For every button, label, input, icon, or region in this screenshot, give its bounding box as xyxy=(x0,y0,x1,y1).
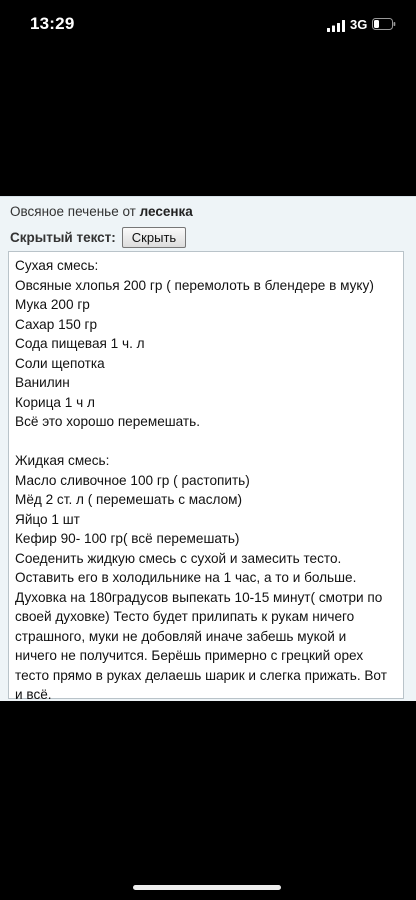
recipe-line: Мёд 2 ст. л ( перемешать с маслом) xyxy=(15,492,243,507)
hide-spoiler-button[interactable]: Скрыть xyxy=(122,227,186,248)
recipe-line: Сода пищевая 1 ч. л xyxy=(15,336,145,351)
recipe-line: Масло сливочное 100 гр ( растопить) xyxy=(15,472,250,488)
recipe-line: Кефир 90- 100 гр( всё перемешать) xyxy=(15,531,240,546)
recipe-line: Соеденить жидкую смесь с сухой и замесить тесто. xyxy=(15,550,342,566)
cellular-signal-icon xyxy=(327,20,345,32)
recipe-line: тесто прямо в руках делаешь шарик и слегка прижать. Вот xyxy=(15,667,387,683)
recipe-line: Всё это хорошо перемешать. xyxy=(15,414,201,429)
recipe-line: Ванилин xyxy=(15,375,70,390)
recipe-line: Соли щепотка xyxy=(15,355,105,371)
recipe-line: Овсяные хлопья 200 гр ( перемолоть в блендере в муку) xyxy=(15,277,374,293)
recipe-line: Мука 200 гр xyxy=(15,297,90,312)
recipe-line: Сахар 150 гр xyxy=(15,316,98,332)
recipe-line: страшного, муки не добовляй иначе забешь мукой и xyxy=(15,628,347,644)
recipe-line: Яйцо 1 шт xyxy=(15,511,80,527)
recipe-line xyxy=(15,432,398,452)
battery-icon xyxy=(372,18,396,30)
recipe-line: ничего не получится. Берёшь примерно с грецкий орех xyxy=(15,648,364,663)
recipe-line: Корица 1 ч л xyxy=(15,394,95,410)
post-title: Овсяное печенье от xyxy=(10,204,136,219)
spoiler-label: Скрытый текст: xyxy=(10,230,116,245)
network-type: 3G xyxy=(350,17,368,32)
spoiler-header xyxy=(10,227,186,248)
spoiler-content xyxy=(8,251,404,702)
home-indicator[interactable] xyxy=(133,885,281,890)
recipe-line: и всё. xyxy=(15,687,52,702)
recipe-line: Сухая смесь: xyxy=(15,258,99,273)
recipe-text xyxy=(9,252,403,705)
recipe-line: своей духовке) Тесто будет прилипать к рукам ничего xyxy=(15,609,355,624)
post-author[interactable]: лесенка xyxy=(139,204,193,219)
forum-post xyxy=(0,196,416,701)
status-bar xyxy=(0,0,416,52)
post-header xyxy=(10,204,193,219)
recipe-line: Жидкая смесь: xyxy=(15,453,110,468)
status-time: 13:29 xyxy=(30,14,75,33)
recipe-line: Оставить его в холодильнике на 1 час, а то и больше. xyxy=(15,570,357,585)
recipe-line: Духовка на 180градусов выпекать 10-15 минут( смотри по xyxy=(15,589,383,605)
